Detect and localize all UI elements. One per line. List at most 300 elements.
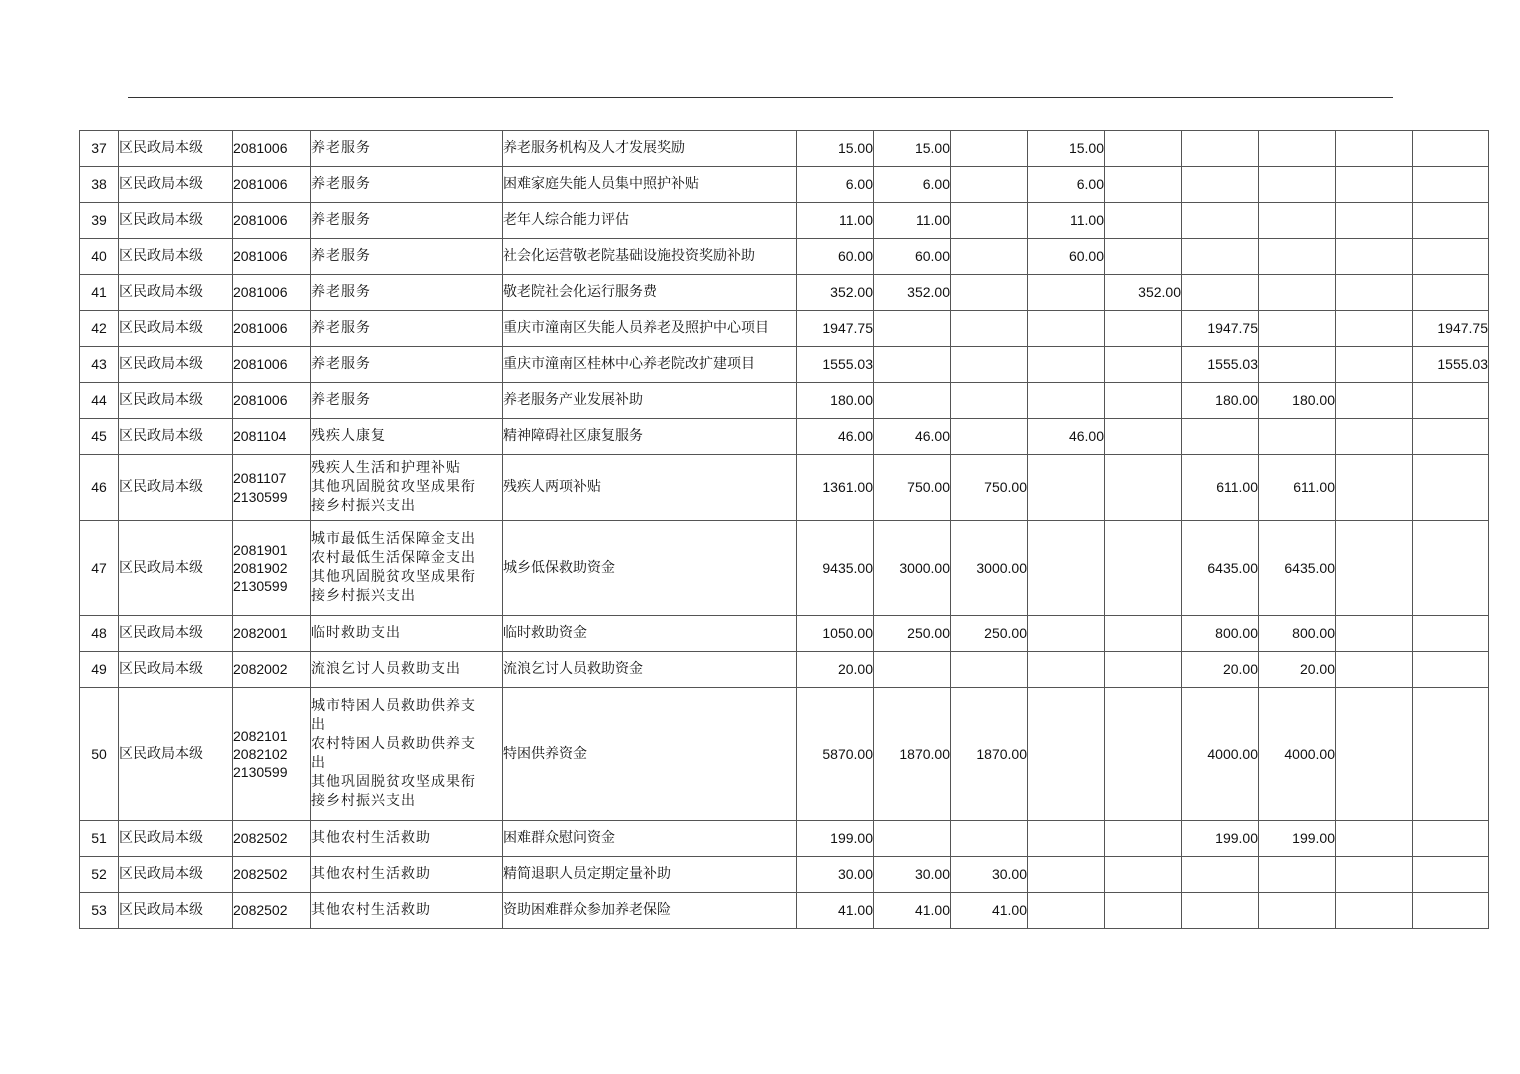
subject-name: 出 [311,717,326,734]
amount-cell [1259,131,1336,167]
subject-name: 接乡村振兴支出 [311,792,416,809]
amount-cell: 1947.75 [1413,311,1489,347]
amount-cell: 180.00 [797,383,874,419]
amount-cell: 11.00 [874,203,951,239]
amount-cell [1413,383,1489,419]
amount-cell: 4000.00 [1182,688,1259,821]
table-row [80,167,1489,203]
subject-code: 2082502 [233,866,288,883]
amount-cell: 6435.00 [1182,521,1259,616]
subject-name: 其他农村生活救助 [311,866,431,883]
unit-cell: 区民政局本级 [119,167,233,203]
row-number: 44 [80,383,119,419]
amount-cell [951,652,1028,688]
amount-cell: 15.00 [874,131,951,167]
amount-cell [1413,821,1489,857]
amount-cell [874,311,951,347]
amount-cell [1259,419,1336,455]
amount-cell: 20.00 [1259,652,1336,688]
amount-cell [1105,521,1182,616]
subject-name-cell [311,652,503,688]
amount-cell [1413,275,1489,311]
amount-cell: 1947.75 [797,311,874,347]
unit-cell: 区民政局本级 [119,688,233,821]
amount-cell [951,239,1028,275]
project-name-cell: 困难群众慰问资金 [503,821,797,857]
amount-cell: 6.00 [1028,167,1105,203]
amount-cell [1413,688,1489,821]
project-name-cell: 养老服务机构及人才发展奖励 [503,131,797,167]
amount-cell [1028,652,1105,688]
subject-code-cell [233,383,311,419]
subject-code: 2082001 [233,625,288,642]
amount-cell [1105,311,1182,347]
amount-cell [1028,347,1105,383]
amount-cell [1028,275,1105,311]
amount-cell: 41.00 [797,893,874,929]
subject-code-cell [233,455,311,521]
amount-cell [1336,857,1413,893]
subject-name: 养老服务 [311,212,371,229]
unit-cell: 区民政局本级 [119,521,233,616]
amount-cell [1259,311,1336,347]
amount-cell [1336,383,1413,419]
amount-cell [1105,857,1182,893]
amount-cell: 46.00 [874,419,951,455]
subject-name-cell [311,857,503,893]
amount-cell: 199.00 [1259,821,1336,857]
amount-cell [1413,455,1489,521]
subject-code: 2081006 [233,356,288,373]
subject-code-cell [233,311,311,347]
amount-cell: 6435.00 [1259,521,1336,616]
unit-cell: 区民政局本级 [119,383,233,419]
amount-cell [1413,419,1489,455]
project-name-cell: 老年人综合能力评估 [503,203,797,239]
amount-cell [1413,652,1489,688]
subject-code: 2082102 [233,745,288,762]
amount-cell: 60.00 [1028,239,1105,275]
amount-cell [1413,521,1489,616]
amount-cell [951,347,1028,383]
subject-code: 2130599 [233,764,288,781]
amount-cell [1413,893,1489,929]
subject-code-cell [233,688,311,821]
subject-code: 2081107 [233,470,287,487]
amount-cell [1182,203,1259,239]
project-name-cell: 重庆市潼南区失能人员养老及照护中心项目 [503,311,797,347]
unit-cell: 区民政局本级 [119,857,233,893]
amount-cell: 1050.00 [797,616,874,652]
subject-name: 养老服务 [311,140,371,157]
amount-cell [1028,688,1105,821]
subject-code: 2081901 [233,541,288,558]
subject-code-cell [233,347,311,383]
amount-cell: 800.00 [1259,616,1336,652]
table-row [80,311,1489,347]
subject-name-cell [311,275,503,311]
subject-name-cell [311,893,503,929]
subject-code: 2082502 [233,830,288,847]
row-number: 49 [80,652,119,688]
subject-code-cell [233,616,311,652]
amount-cell [1336,652,1413,688]
amount-cell [874,821,951,857]
amount-cell [1105,616,1182,652]
row-number: 48 [80,616,119,652]
amount-cell [1105,131,1182,167]
amount-cell [951,311,1028,347]
amount-cell [1259,347,1336,383]
amount-cell [1028,521,1105,616]
row-number: 45 [80,419,119,455]
amount-cell [1336,419,1413,455]
subject-code-cell [233,131,311,167]
amount-cell [874,383,951,419]
amount-cell: 352.00 [797,275,874,311]
amount-cell [1028,857,1105,893]
table-row [80,821,1489,857]
amount-cell: 6.00 [797,167,874,203]
amount-cell: 1947.75 [1182,311,1259,347]
amount-cell: 352.00 [1105,275,1182,311]
subject-name: 出 [311,755,326,771]
subject-code-cell [233,821,311,857]
table-row [80,521,1489,616]
amount-cell [1336,347,1413,383]
amount-cell [1336,688,1413,821]
table-body [80,131,1489,929]
amount-cell [1028,893,1105,929]
amount-cell: 3000.00 [874,521,951,616]
subject-name: 其他巩固脱贫攻坚成果衔 [311,773,476,790]
amount-cell: 199.00 [797,821,874,857]
subject-name-cell [311,239,503,275]
subject-name-cell [311,521,503,616]
amount-cell: 20.00 [797,652,874,688]
amount-cell [1105,821,1182,857]
subject-code-cell [233,893,311,929]
amount-cell [1105,688,1182,821]
amount-cell: 15.00 [1028,131,1105,167]
table-row [80,616,1489,652]
amount-cell [1259,203,1336,239]
amount-cell: 750.00 [951,455,1028,521]
table-row [80,347,1489,383]
amount-cell [1336,311,1413,347]
amount-cell: 46.00 [797,419,874,455]
amount-cell: 30.00 [874,857,951,893]
subject-code: 2081006 [233,140,288,157]
subject-code: 2130599 [233,488,288,505]
amount-cell [1182,419,1259,455]
amount-cell [874,347,951,383]
subject-name: 农村特困人员救助供养支 [311,736,476,753]
amount-cell [1105,893,1182,929]
table-row [80,857,1489,893]
project-name-cell: 临时救助资金 [503,616,797,652]
unit-cell: 区民政局本级 [119,239,233,275]
subject-name: 流浪乞讨人员救助支出 [311,661,461,678]
subject-name: 养老服务 [311,176,371,193]
amount-cell: 41.00 [951,893,1028,929]
subject-code: 2081006 [233,392,288,409]
amount-cell [1182,857,1259,893]
subject-code-cell [233,419,311,455]
amount-cell [1028,616,1105,652]
amount-cell [1105,239,1182,275]
unit-cell: 区民政局本级 [119,347,233,383]
amount-cell [1028,311,1105,347]
amount-cell [1105,203,1182,239]
amount-cell: 1555.03 [797,347,874,383]
amount-cell [1336,167,1413,203]
amount-cell [1105,383,1182,419]
subject-code: 2081902 [233,559,288,576]
amount-cell [1182,131,1259,167]
amount-cell: 1870.00 [874,688,951,821]
amount-cell: 41.00 [874,893,951,929]
project-name-cell: 敬老院社会化运行服务费 [503,275,797,311]
subject-code-cell [233,167,311,203]
table-row [80,203,1489,239]
project-name-cell: 精简退职人员定期定量补助 [503,857,797,893]
subject-name: 其他农村生活救助 [311,830,431,847]
amount-cell [951,383,1028,419]
subject-code-cell [233,203,311,239]
subject-name: 城市特困人员救助供养支 [311,698,476,715]
subject-code: 2081006 [233,320,288,337]
subject-code-cell [233,857,311,893]
subject-name: 其他农村生活救助 [311,902,431,919]
project-name-cell: 社会化运营敬老院基础设施投资奖励补助 [503,239,797,275]
subject-name: 养老服务 [311,356,371,373]
amount-cell: 30.00 [951,857,1028,893]
subject-code: 2082101 [233,727,288,744]
amount-cell: 611.00 [1259,455,1336,521]
subject-name-cell [311,419,503,455]
amount-cell [1259,893,1336,929]
project-name-cell: 残疾人两项补贴 [503,455,797,521]
subject-code: 2082002 [233,661,288,678]
amount-cell [1336,821,1413,857]
subject-name: 养老服务 [311,320,371,337]
project-name-cell: 养老服务产业发展补助 [503,383,797,419]
subject-code: 2081006 [233,284,288,301]
project-name-cell: 流浪乞讨人员救助资金 [503,652,797,688]
amount-cell [1336,455,1413,521]
amount-cell [1413,167,1489,203]
project-name-cell: 困难家庭失能人员集中照护补贴 [503,167,797,203]
unit-cell: 区民政局本级 [119,616,233,652]
table-row [80,383,1489,419]
unit-cell: 区民政局本级 [119,311,233,347]
amount-cell [1028,821,1105,857]
subject-code: 2082502 [233,902,288,919]
subject-code: 2081006 [233,212,288,229]
amount-cell [1105,167,1182,203]
row-number: 50 [80,688,119,821]
subject-code-cell [233,275,311,311]
unit-cell: 区民政局本级 [119,652,233,688]
subject-name: 养老服务 [311,284,371,301]
amount-cell [1336,616,1413,652]
amount-cell [1182,239,1259,275]
row-number: 46 [80,455,119,521]
amount-cell: 1361.00 [797,455,874,521]
amount-cell: 180.00 [1259,383,1336,419]
subject-name: 城市最低生活保障金支出 [311,531,476,548]
amount-cell [1336,275,1413,311]
amount-cell [951,203,1028,239]
subject-name: 养老服务 [311,392,371,409]
amount-cell [1413,239,1489,275]
table-row [80,688,1489,821]
amount-cell [951,275,1028,311]
subject-name: 接乡村振兴支出 [311,587,416,604]
subject-name-cell [311,616,503,652]
amount-cell [1336,131,1413,167]
subject-name-cell [311,455,503,521]
amount-cell: 3000.00 [951,521,1028,616]
table-row [80,275,1489,311]
row-number: 37 [80,131,119,167]
row-number: 42 [80,311,119,347]
subject-code-cell [233,521,311,616]
subject-name: 其他巩固脱贫攻坚成果衔 [311,479,476,496]
amount-cell: 60.00 [874,239,951,275]
unit-cell: 区民政局本级 [119,455,233,521]
unit-cell: 区民政局本级 [119,131,233,167]
amount-cell [1182,893,1259,929]
row-number: 53 [80,893,119,929]
amount-cell [1182,275,1259,311]
amount-cell [1105,347,1182,383]
amount-cell: 15.00 [797,131,874,167]
amount-cell: 250.00 [874,616,951,652]
amount-cell: 5870.00 [797,688,874,821]
unit-cell: 区民政局本级 [119,419,233,455]
row-number: 38 [80,167,119,203]
amount-cell [1182,167,1259,203]
amount-cell [1413,616,1489,652]
unit-cell: 区民政局本级 [119,203,233,239]
amount-cell [1259,239,1336,275]
amount-cell [951,419,1028,455]
amount-cell [1105,455,1182,521]
subject-name-cell [311,131,503,167]
row-number: 40 [80,239,119,275]
unit-cell: 区民政局本级 [119,821,233,857]
subject-name-cell [311,203,503,239]
amount-cell [1028,455,1105,521]
subject-name-cell [311,821,503,857]
amount-cell [1105,419,1182,455]
subject-code-cell [233,239,311,275]
row-number: 43 [80,347,119,383]
subject-code: 2081006 [233,248,288,265]
amount-cell: 30.00 [797,857,874,893]
amount-cell: 1870.00 [951,688,1028,821]
amount-cell: 11.00 [1028,203,1105,239]
amount-cell: 6.00 [874,167,951,203]
amount-cell [951,131,1028,167]
subject-name-cell [311,688,503,821]
table-row [80,893,1489,929]
row-number: 39 [80,203,119,239]
header-rule [128,97,1393,98]
table-row [80,419,1489,455]
amount-cell [1336,239,1413,275]
project-name-cell: 精神障碍社区康复服务 [503,419,797,455]
amount-cell [951,821,1028,857]
amount-cell [1413,131,1489,167]
amount-cell: 199.00 [1182,821,1259,857]
subject-code: 2081104 [233,428,287,445]
subject-name-cell [311,383,503,419]
table-row [80,131,1489,167]
subject-name-cell [311,347,503,383]
amount-cell: 180.00 [1182,383,1259,419]
amount-cell [1413,203,1489,239]
subject-name-cell [311,167,503,203]
amount-cell [1336,203,1413,239]
row-number: 41 [80,275,119,311]
row-number: 52 [80,857,119,893]
subject-code: 2130599 [233,578,288,595]
table-row [80,239,1489,275]
amount-cell [951,167,1028,203]
amount-cell [1028,383,1105,419]
subject-name-cell [311,311,503,347]
subject-name: 养老服务 [311,248,371,265]
project-name-cell: 特困供养资金 [503,688,797,821]
amount-cell [874,652,951,688]
subject-code: 2081006 [233,176,288,193]
amount-cell: 352.00 [874,275,951,311]
amount-cell: 9435.00 [797,521,874,616]
amount-cell: 750.00 [874,455,951,521]
subject-name: 临时救助支出 [311,625,401,642]
subject-name: 其他巩固脱贫攻坚成果衔 [311,569,476,585]
amount-cell: 800.00 [1182,616,1259,652]
unit-cell: 区民政局本级 [119,893,233,929]
table-row [80,652,1489,688]
project-name-cell: 城乡低保救助资金 [503,521,797,616]
amount-cell: 611.00 [1182,455,1259,521]
subject-name: 接乡村振兴支出 [311,497,416,514]
amount-cell [1413,857,1489,893]
row-number: 51 [80,821,119,857]
amount-cell: 20.00 [1182,652,1259,688]
subject-name: 农村最低生活保障金支出 [311,550,476,567]
row-number: 47 [80,521,119,616]
amount-cell [1259,167,1336,203]
amount-cell [1336,893,1413,929]
budget-table [79,130,1489,929]
unit-cell: 区民政局本级 [119,275,233,311]
table-row [80,455,1489,521]
amount-cell: 11.00 [797,203,874,239]
project-name-cell: 资助困难群众参加养老保险 [503,893,797,929]
amount-cell [1105,652,1182,688]
amount-cell [1259,857,1336,893]
amount-cell: 4000.00 [1259,688,1336,821]
amount-cell: 60.00 [797,239,874,275]
amount-cell: 250.00 [951,616,1028,652]
amount-cell [1259,275,1336,311]
subject-name: 残疾人康复 [311,428,386,445]
